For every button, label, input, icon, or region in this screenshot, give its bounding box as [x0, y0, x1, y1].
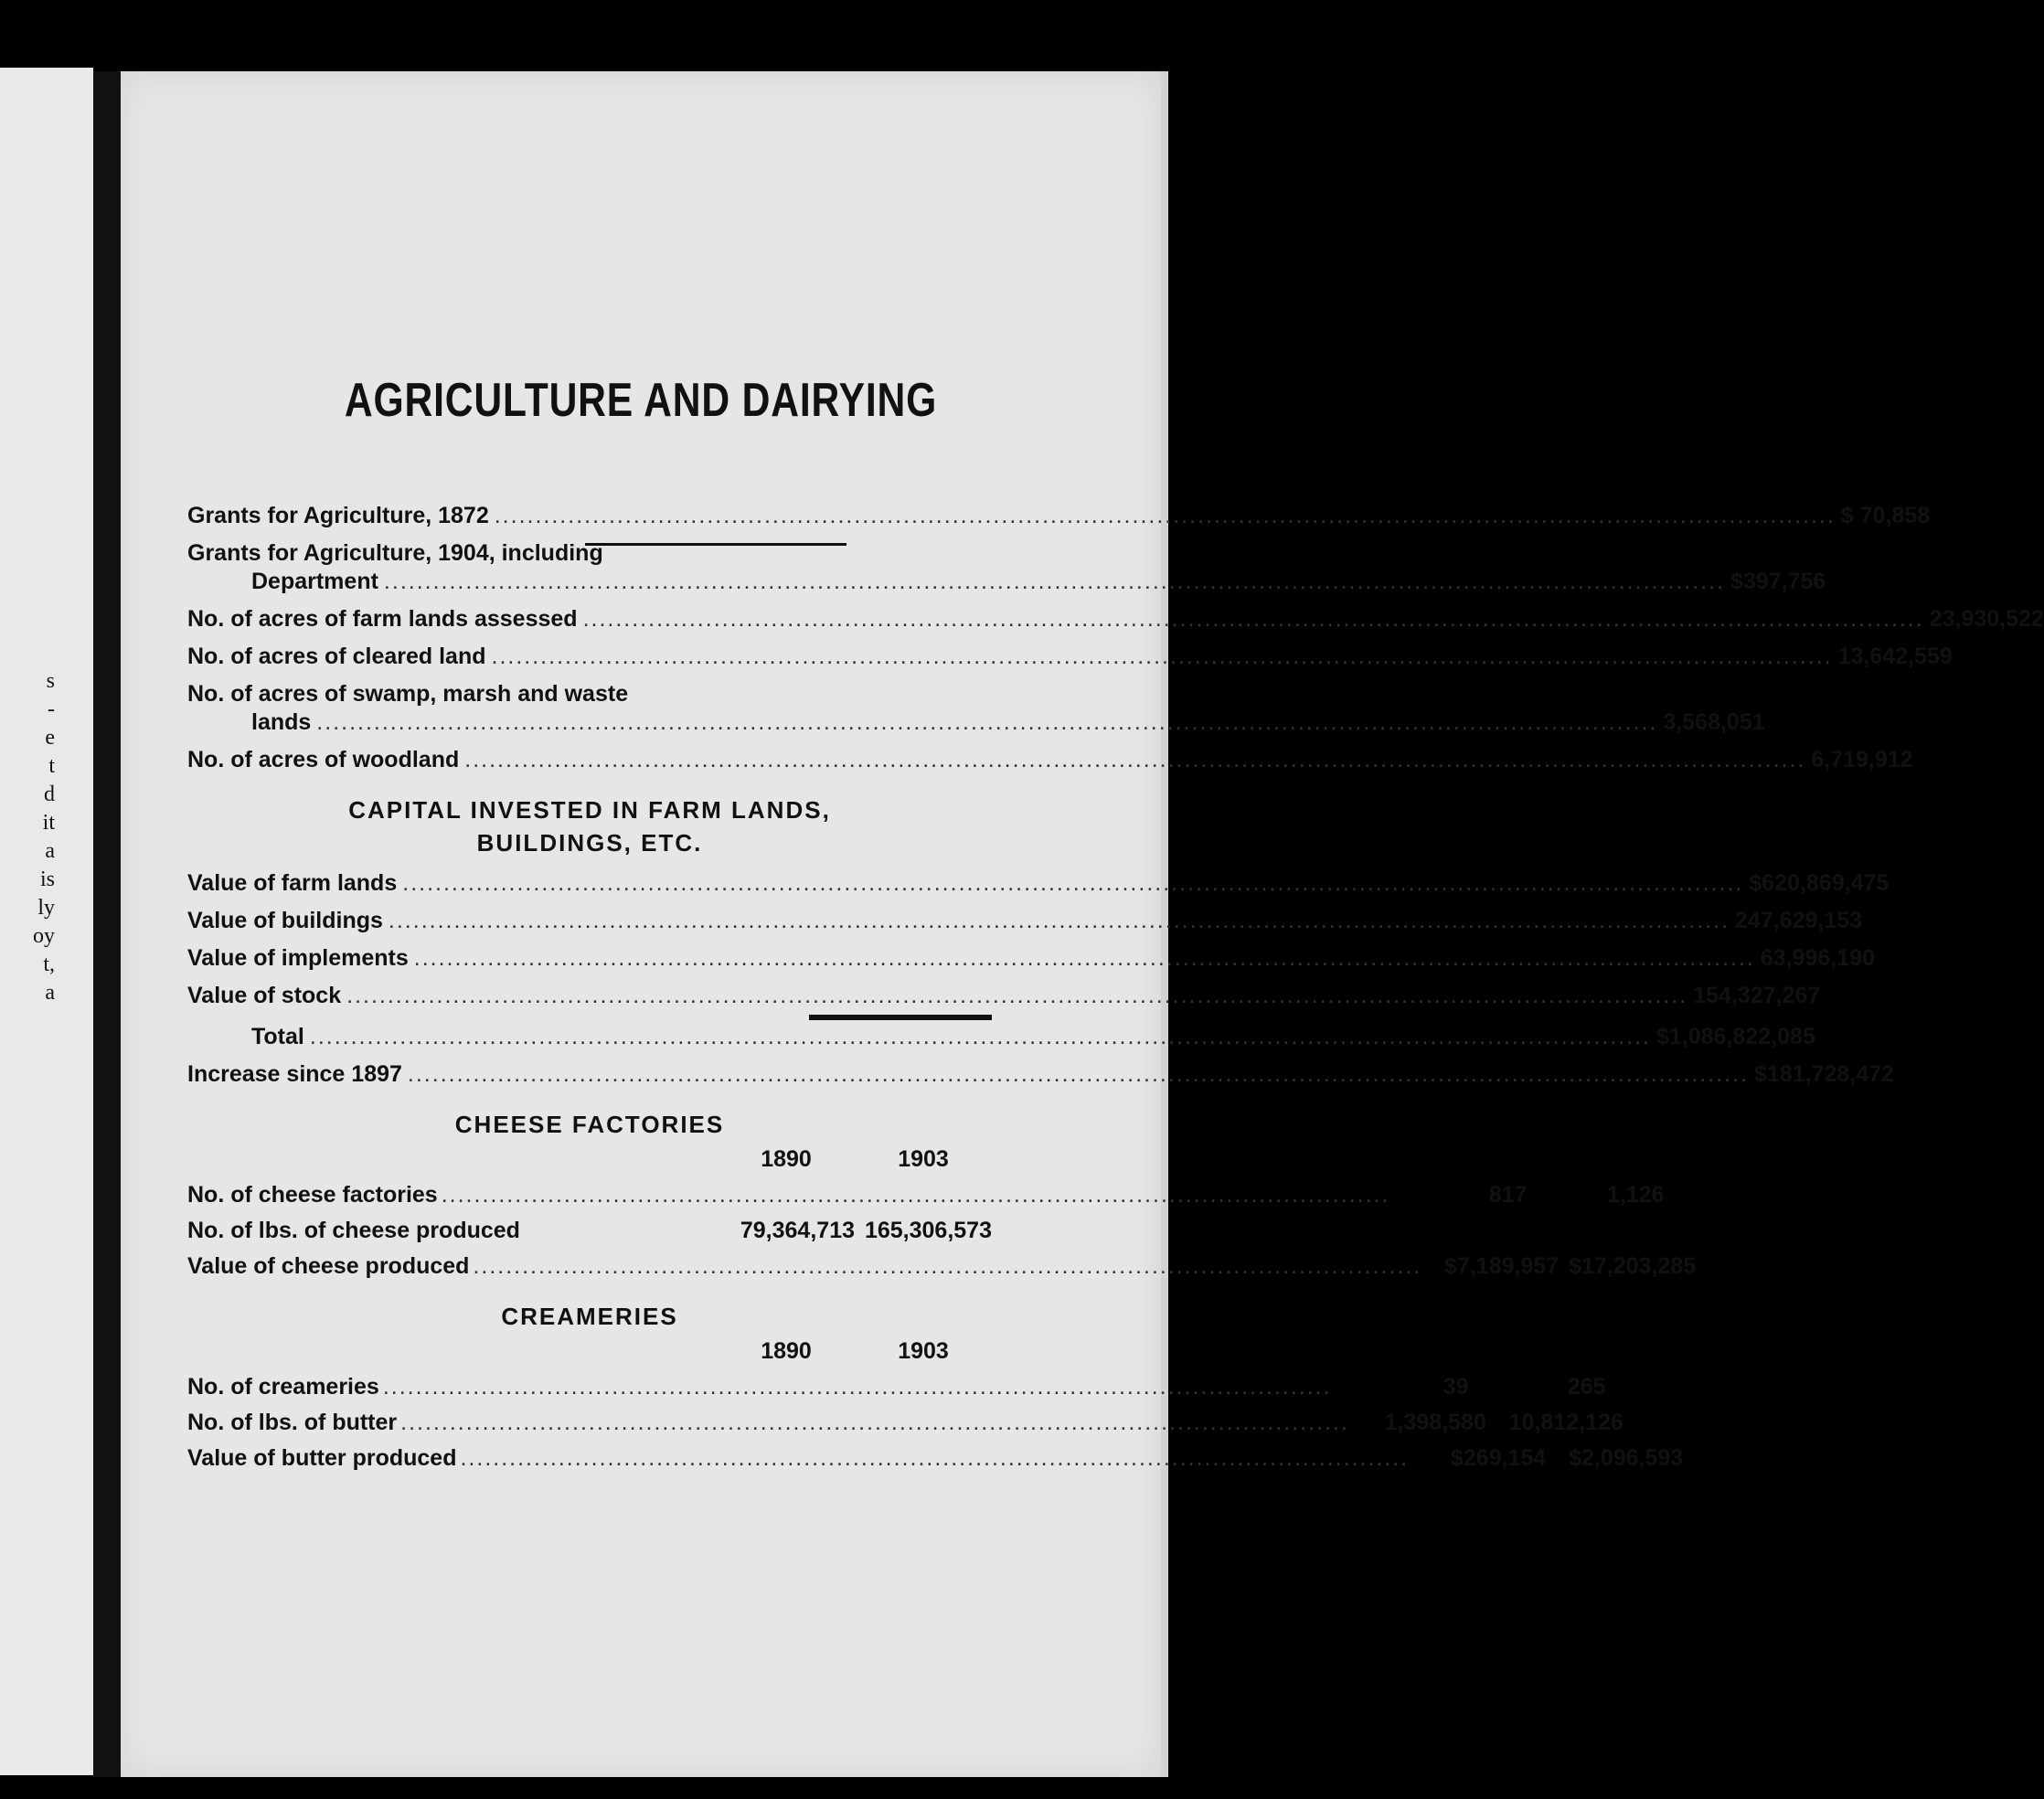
label-text: No. of cheese factories — [187, 1182, 438, 1208]
stat-row — [187, 747, 1913, 773]
stat-row — [187, 870, 1890, 897]
stat-value: 247,629,153 — [1735, 908, 1863, 933]
stat-label — [187, 1218, 718, 1244]
stat-label: No. of acres of woodland — [187, 747, 460, 772]
leader-dots — [402, 870, 1743, 897]
year-header — [187, 1338, 992, 1365]
table-row — [187, 1410, 1623, 1436]
stat-label — [187, 1445, 1409, 1472]
stat-row-multiline — [187, 681, 1765, 736]
total-row — [187, 1024, 1815, 1050]
left-fragment-text: is — [39, 868, 55, 891]
leader-dots — [460, 1445, 1409, 1472]
page-title: AGRICULTURE AND DAIRYING — [344, 374, 938, 427]
stat-label: No. of acres of swamp, marsh and waste — [187, 681, 629, 707]
value-1890: $269,154 — [1450, 1445, 1547, 1471]
value-1903: 1,126 — [1606, 1182, 1665, 1208]
leader-dots — [310, 1024, 1651, 1050]
stat-value: 13,642,559 — [1837, 644, 1953, 669]
stat-label — [187, 1253, 1421, 1280]
stat-label: Value of buildings — [187, 908, 383, 933]
table-row — [187, 1253, 1697, 1280]
left-fragment-text: oy — [33, 924, 55, 948]
stat-label: Value of stock — [187, 983, 342, 1008]
leader-dots — [316, 709, 1657, 736]
stat-value: 63,996,190 — [1760, 945, 1875, 971]
stat-label — [187, 1374, 1332, 1400]
stat-row — [187, 1061, 1894, 1088]
total-value: $1,086,822,085 — [1656, 1024, 1815, 1049]
leader-dots — [408, 1061, 1749, 1088]
total-label: Total — [251, 1024, 304, 1049]
left-fragment-text: - — [48, 697, 55, 721]
stat-value: $397,756 — [1730, 569, 1826, 594]
label-text: Value of cheese produced — [187, 1253, 470, 1279]
year-1890: 1890 — [761, 1146, 812, 1172]
left-fragment-text: a — [45, 981, 55, 1005]
stat-label: Value of farm lands — [187, 870, 398, 896]
stat-value: $181,728,472 — [1754, 1061, 1894, 1087]
left-fragment-text: t, — [43, 953, 55, 976]
table-row — [187, 1445, 1684, 1472]
leader-dots — [492, 644, 1833, 670]
table-row — [187, 1374, 1606, 1400]
stat-label: Grants for Agriculture, 1872 — [187, 503, 489, 528]
leader-dots — [464, 747, 1805, 773]
stat-value: $ 70,858 — [1840, 503, 1931, 528]
value-1903: 10,812,126 — [1508, 1410, 1623, 1435]
left-fragment-text: ly — [37, 896, 55, 920]
stat-row — [187, 983, 1821, 1009]
value-1903: $2,096,593 — [1569, 1445, 1684, 1471]
book-spine — [93, 71, 121, 1777]
stat-row-multiline — [187, 540, 1826, 595]
value-1890: $7,189,957 — [1444, 1253, 1560, 1279]
value-1903: 265 — [1567, 1374, 1606, 1400]
stat-label-cont: lands — [251, 709, 312, 735]
stat-value: $620,869,475 — [1749, 870, 1890, 896]
section-heading-creameries: CREAMERIES — [501, 1303, 678, 1330]
stat-label: No. of acres of farm lands assessed — [187, 606, 578, 632]
table-row — [187, 1182, 1665, 1208]
label-text: Value of butter produced — [187, 1445, 457, 1471]
stat-row — [187, 908, 1863, 934]
section-heading-cheese: CHEESE FACTORIES — [454, 1111, 725, 1138]
section-heading-capital — [187, 793, 992, 859]
heading-line: BUILDINGS, ETC. — [476, 829, 703, 857]
statistics-content — [187, 492, 2044, 1472]
leader-dots — [583, 606, 1924, 633]
stat-label-cont: Department — [251, 569, 378, 594]
leader-dots — [495, 503, 1836, 529]
year-1903: 1903 — [898, 1146, 949, 1172]
leader-dots — [473, 1253, 1421, 1280]
stat-row — [187, 945, 1875, 972]
stat-row — [187, 569, 1826, 595]
value-1890: 1,398,580 — [1384, 1410, 1486, 1435]
left-fragment-text: a — [45, 839, 55, 863]
label-text: No. of lbs. of butter — [187, 1410, 398, 1435]
left-fragment-text: t — [48, 754, 55, 778]
left-fragment-text: d — [44, 782, 55, 806]
leader-dots — [400, 1410, 1349, 1436]
left-fragment-text: it — [42, 811, 55, 835]
stat-label: Value of implements — [187, 945, 409, 971]
value-1903: 165,306,573 — [864, 1218, 992, 1243]
stat-row — [187, 606, 2044, 633]
stat-row — [187, 644, 1953, 670]
stat-label: Increase since 1897 — [187, 1061, 402, 1087]
stat-label: Grants for Agriculture, 1904, including — [187, 540, 603, 566]
leader-dots — [414, 945, 1755, 972]
stat-value: 154,327,267 — [1693, 983, 1821, 1008]
leader-dots — [389, 908, 1730, 934]
stat-value: 6,719,912 — [1811, 747, 1913, 772]
stat-row — [187, 503, 1931, 529]
stat-label: No. of acres of cleared land — [187, 644, 486, 669]
value-1890: 39 — [1443, 1374, 1469, 1400]
stat-value: 23,930,522 — [1929, 606, 2044, 632]
label-text: No. of creameries — [187, 1374, 379, 1400]
heading-line: CAPITAL INVESTED IN FARM LANDS, — [348, 796, 831, 824]
stat-label — [187, 1182, 1389, 1208]
value-1890: 79,364,713 — [740, 1218, 855, 1243]
leader-dots — [442, 1182, 1390, 1208]
total-rule — [809, 1015, 992, 1020]
stat-value: 3,568,051 — [1663, 709, 1765, 735]
value-1903: $17,203,285 — [1569, 1253, 1697, 1279]
left-page-fragments — [0, 667, 55, 1007]
left-fragment-text: e — [45, 726, 55, 750]
year-1903: 1903 — [898, 1338, 949, 1364]
year-header — [187, 1146, 992, 1173]
leader-dots — [346, 983, 1687, 1009]
stat-label — [187, 1410, 1349, 1436]
leader-dots — [383, 1374, 1332, 1400]
leader-dots — [384, 569, 1725, 595]
value-1890: 817 — [1488, 1182, 1528, 1208]
stat-row — [187, 709, 1765, 736]
table-row — [187, 1218, 992, 1244]
left-fragment-text: s — [46, 669, 55, 693]
year-1890: 1890 — [761, 1338, 812, 1364]
label-text: No. of lbs. of cheese produced — [187, 1218, 520, 1243]
